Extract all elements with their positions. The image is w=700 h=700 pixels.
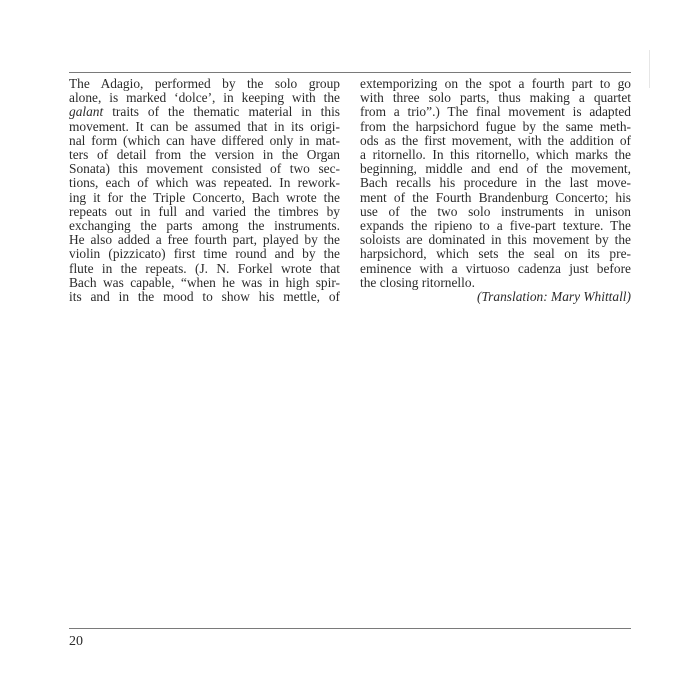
left-text-column: [69, 77, 340, 304]
text-line: beginning, middle and end of the movement,: [360, 161, 631, 177]
text-line: The Adagio, performed by the solo group: [69, 76, 340, 91]
text-line: extemporizing on the spot a fourth part to go: [360, 76, 631, 91]
text-line: with three solo parts, thus making a quartet: [360, 90, 631, 106]
bottom-rule: [69, 628, 631, 629]
page-number: 20: [69, 634, 83, 649]
text-line: harpsichord, which sets the seal on its pre-: [360, 246, 631, 262]
right-text-column: [360, 77, 631, 304]
text-line: ing it for the Triple Concerto, Bach wrote the: [69, 189, 340, 205]
text-line: He also added a free fourth part, played by the: [69, 232, 340, 248]
text-line: a ritornello. In this ritornello, which marks the: [360, 147, 631, 163]
text-line: flute in the repeats. (J. N. Forkel wrote that: [69, 260, 340, 276]
text-line: Sonata) this movement consisted of two sec-: [69, 161, 340, 177]
text-line: ment of the Fourth Brandenburg Concerto; his: [360, 189, 631, 205]
text-line: ods as the first movement, with the addition of: [360, 132, 631, 148]
text-line: use of the two solo instruments in unison: [360, 203, 631, 219]
page-edge-mark: [649, 50, 650, 88]
text-line: [69, 105, 340, 119]
text-line: its and in the mood to show his mettle, of: [69, 289, 340, 305]
text-line: violin (pizzicato) first time round and by the: [69, 246, 340, 262]
text-line: eminence with a virtuoso cadenza just before: [360, 260, 631, 276]
text-line: Bach was capable, “when he was in high spir-: [69, 274, 340, 290]
text-line: movement. It can be assumed that in its origi-: [69, 118, 340, 134]
top-rule: [69, 72, 631, 73]
translation-credit: (Translation: Mary Whittall): [477, 289, 631, 305]
text-line: from the harpsichord fugue by the same meth-: [360, 118, 631, 134]
text-line: Bach recalls his procedure in the last move-: [360, 175, 631, 191]
italic-word: galant: [69, 104, 104, 120]
text-line: tions, each of which was repeated. In rework-: [69, 175, 340, 191]
text-line: the closing ritornello.: [360, 274, 475, 290]
text-line: alone, is marked ‘dolce’, in keeping with the: [69, 90, 340, 106]
text-line: soloists are dominated in this movement by the: [360, 232, 631, 248]
text-fragment: traits of the thematic material in this: [103, 104, 340, 120]
text-line: repeats out in full and varied the timbres by: [69, 203, 340, 219]
text-line: from a trio”.) The final movement is adapted: [360, 104, 631, 120]
text-line: expands the ripieno to a five-part texture. The: [360, 218, 631, 234]
text-line: nal form (which can have differed only in mat-: [69, 132, 340, 148]
text-line: exchanging the parts among the instruments.: [69, 218, 340, 234]
text-line: ters of detail from the version in the Organ: [69, 147, 340, 163]
